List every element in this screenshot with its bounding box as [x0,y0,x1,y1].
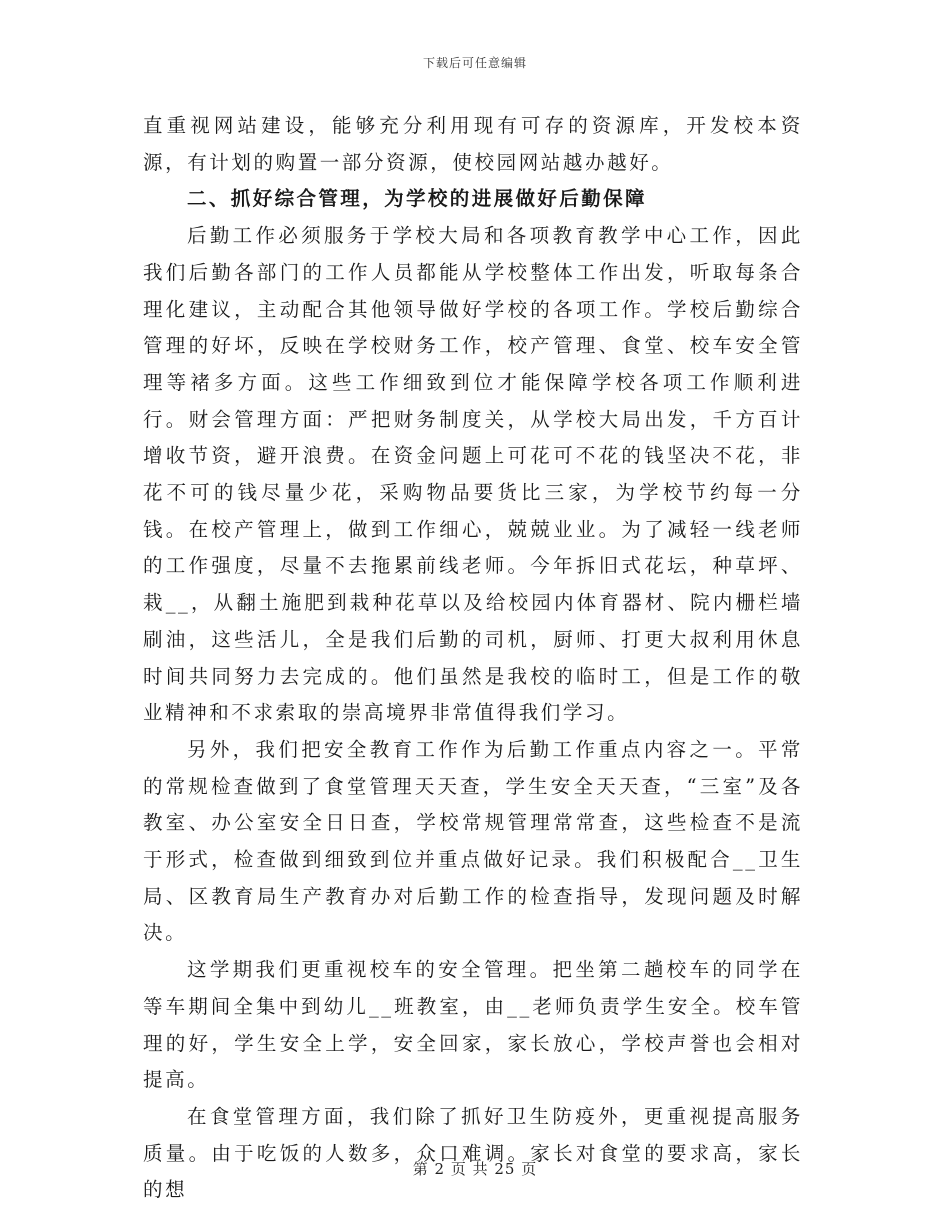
document-body [143,108,803,1209]
page-number: 第 2 页 共 25 页 [412,1160,538,1178]
paragraph-canteen: 在食堂管理方面，我们除了抓好卫生防疫外，更重视提高服务质量。由于吃饭的人数多，众口难调。家长对食堂的要求高，家长的想 [143,1104,803,1202]
paragraph-continuation: 直重视网站建设，能够充分利用现有可存的资源库，开发校本资源，有计划的购置一部分资源，使校园网站越办越好。 [143,114,803,174]
paragraph-safety: 另外，我们把安全教育工作作为后勤工作重点内容之一。平常的常规检查做到了食堂管理天天查，学生安全天天查，“三室”及各教室、办公室安全日日查，学校常规管理常常查，这些检查不是流于形式，检查做到细致到位并重点做好记录。我们积极配合__卫生局、区教育局生产教育办对后勤工作的检查指导，发现问题及时解决。 [143,737,803,945]
paragraph-logistics: 后勤工作必须服务于学校大局和各项教育教学中心工作，因此我们后勤各部门的工作人员都能从学校整体工作出发，听取每条合理化建议，主动配合其他领导做好学校的各项工作。学校后勤综合管理的好坏，反映在学校财务工作，校产管理、食堂、校车安全管理等褚多方面。这些工作细致到位才能保障学校各项工作顺利进行。财会管理方面：严把财务制度关，从学校大局出发，千方百计增收节资，避开浪费。在资金问题上可花可不花的钱坚决不花，非花不可的钱尽量少花，采购物品要货比三家，为学校节约每一分钱。在校产管理上，做到工作细心，兢兢业业。为了减轻一线老师的工作强度，尽量不去拖累前线老师。今年拆旧式花坛，种草坪、栽__，从翻土施肥到栽种花草以及给校园内体育器材、院内栅栏墙刷油，这些活儿，全是我们后勤的司机，厨师、打更大叔利用休息时间共同努力去完成的。他们虽然是我校的临时工，但是工作的敬业精神和不求索取的崇高境界非常值得我们学习。 [143,224,803,725]
section-heading: 二、抓好综合管理，为学校的进展做好后勤保障 [187,187,647,211]
paragraph-school-bus: 这学期我们更重视校车的安全管理。把坐第二趟校车的同学在等车期间全集中到幼儿__班教室，由__老师负责学生安全。校车管理的好，学生安全上学，安全回家，家长放心，学校声誉也会相对提高。 [143,958,803,1092]
page-header: 下载后可任意编辑 [422,56,527,70]
